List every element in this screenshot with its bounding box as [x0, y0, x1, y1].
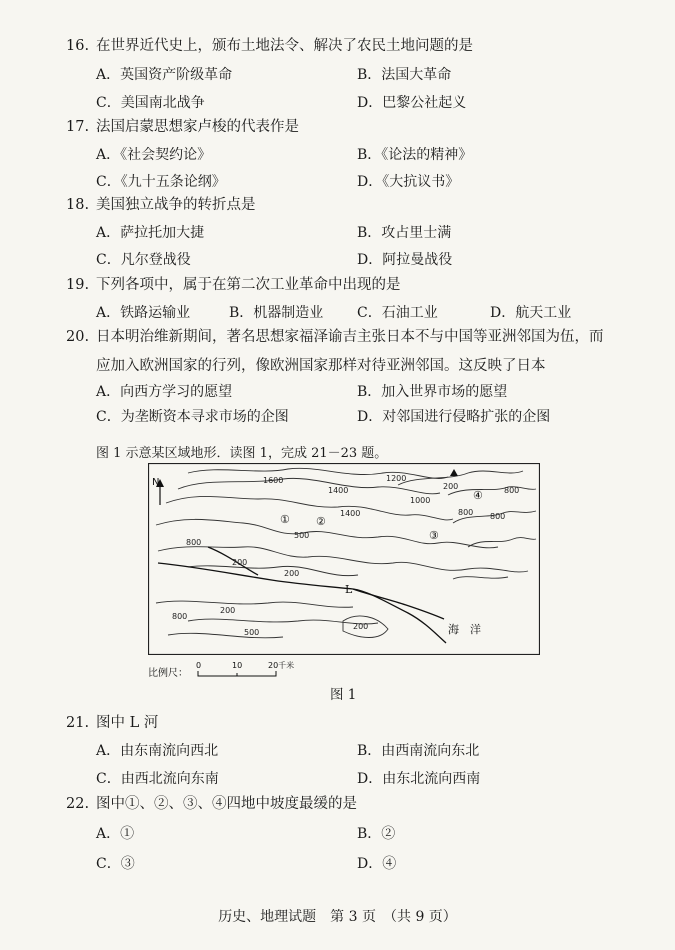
q22-option-b[interactable]: B．②: [357, 826, 396, 842]
q17-option-a[interactable]: A．《社会契约论》: [96, 147, 212, 163]
q16-option-d[interactable]: D．巴黎公社起义: [357, 95, 467, 111]
contour-label: 200: [353, 622, 369, 631]
north-label: N: [152, 477, 160, 488]
q20-option-c[interactable]: C．为垄断资本寻求市场的企图: [96, 409, 289, 425]
q21-option-d[interactable]: D．由东北流向西南: [357, 771, 481, 787]
q18-option-d[interactable]: D．阿拉曼战役: [357, 252, 453, 268]
question-21-stem: 21. 图中 L 河: [66, 715, 159, 731]
contour-label: 1000: [410, 496, 431, 505]
q16-option-c[interactable]: C．美国南北战争: [96, 95, 205, 111]
q21-option-a[interactable]: A．由东南流向西北: [96, 743, 219, 759]
point-1: ①: [280, 513, 290, 526]
q22-option-d[interactable]: D．④: [357, 856, 397, 872]
q16-option-a[interactable]: A．英国资产阶级革命: [96, 67, 233, 83]
q21-option-b[interactable]: B．由西南流向东北: [357, 743, 480, 759]
q16-option-b[interactable]: B．法国大革命: [357, 67, 452, 83]
scale-tick-10: 10: [232, 661, 243, 670]
question-16-stem: 16. 在世界近代史上，颁布土地法令、解决了农民土地问题的是: [66, 38, 473, 54]
question-22-stem: 22. 图中①、②、③、④四地中坡度最缓的是: [66, 796, 357, 812]
question-17-stem: 17. 法国启蒙思想家卢梭的代表作是: [66, 119, 299, 135]
figure-caption: 图 1: [330, 687, 357, 703]
contour-label: 500: [294, 531, 310, 540]
contour-label: 200: [443, 482, 459, 491]
figure-intro: 图 1 示意某区域地形．读图 1，完成 21－23 题。: [96, 446, 388, 461]
page-footer: 历史、地理试题 第 3 页 （共 9 页）: [218, 909, 457, 925]
point-4: ④: [473, 489, 483, 502]
contour-label: 1400: [328, 486, 349, 495]
q19-option-c[interactable]: C．石油工业: [357, 305, 438, 321]
scale-tick-0: 0: [196, 661, 202, 670]
q19-option-d[interactable]: D．航天工业: [490, 305, 572, 321]
question-20-stem: 20. 日本明治维新期间，著名思想家福泽谕吉主张日本不与中国等亚洲邻国为伍，而: [66, 329, 604, 345]
q19-option-a[interactable]: A．铁路运输业: [96, 305, 191, 321]
contour-label: 1200: [386, 474, 407, 483]
river-label: L: [345, 583, 353, 596]
question-20-stem-continued: 应加入欧洲国家的行列，像欧洲国家那样对待亚洲邻国。这反映了日本: [96, 358, 546, 374]
contour-label: 200: [232, 558, 248, 567]
q20-option-d[interactable]: D．对邻国进行侵略扩张的企图: [357, 409, 551, 425]
sea-label: 海 洋: [448, 623, 481, 636]
contour-map: [148, 463, 540, 655]
q18-option-c[interactable]: C．凡尔登战役: [96, 252, 191, 268]
q17-option-d[interactable]: D．《大抗议书》: [357, 174, 460, 190]
contour-label: 800: [186, 538, 202, 547]
contour-label: 800: [172, 612, 188, 621]
contour-label: 200: [220, 606, 236, 615]
scale-tick-20: 20千米: [268, 661, 295, 670]
contour-label: 800: [458, 508, 474, 517]
q21-option-c[interactable]: C．由西北流向东南: [96, 771, 219, 787]
q22-option-a[interactable]: A．①: [96, 826, 135, 842]
q17-option-b[interactable]: B．《论法的精神》: [357, 147, 473, 163]
scale-label: 比例尺：: [148, 668, 188, 679]
q22-option-c[interactable]: C．③: [96, 856, 135, 872]
q18-option-b[interactable]: B．攻占里士满: [357, 225, 452, 241]
contour-label: 200: [284, 569, 300, 578]
contour-label: 1400: [340, 509, 361, 518]
q19-option-b[interactable]: B．机器制造业: [229, 305, 324, 321]
point-2: ②: [316, 515, 326, 528]
contour-label: 1600: [263, 476, 284, 485]
q20-option-b[interactable]: B．加入世界市场的愿望: [357, 384, 508, 400]
q17-option-c[interactable]: C．《九十五条论纲》: [96, 174, 226, 190]
q20-option-a[interactable]: A．向西方学习的愿望: [96, 384, 233, 400]
question-18-stem: 18. 美国独立战争的转折点是: [66, 197, 256, 213]
q18-option-a[interactable]: A．萨拉托加大捷: [96, 225, 205, 241]
point-3: ③: [429, 529, 439, 542]
contour-label: 800: [504, 486, 520, 495]
scale-bar: [148, 659, 408, 681]
contour-label: 800: [490, 512, 506, 521]
question-19-stem: 19. 下列各项中，属于在第二次工业革命中出现的是: [66, 277, 401, 293]
contour-label: 500: [244, 628, 260, 637]
